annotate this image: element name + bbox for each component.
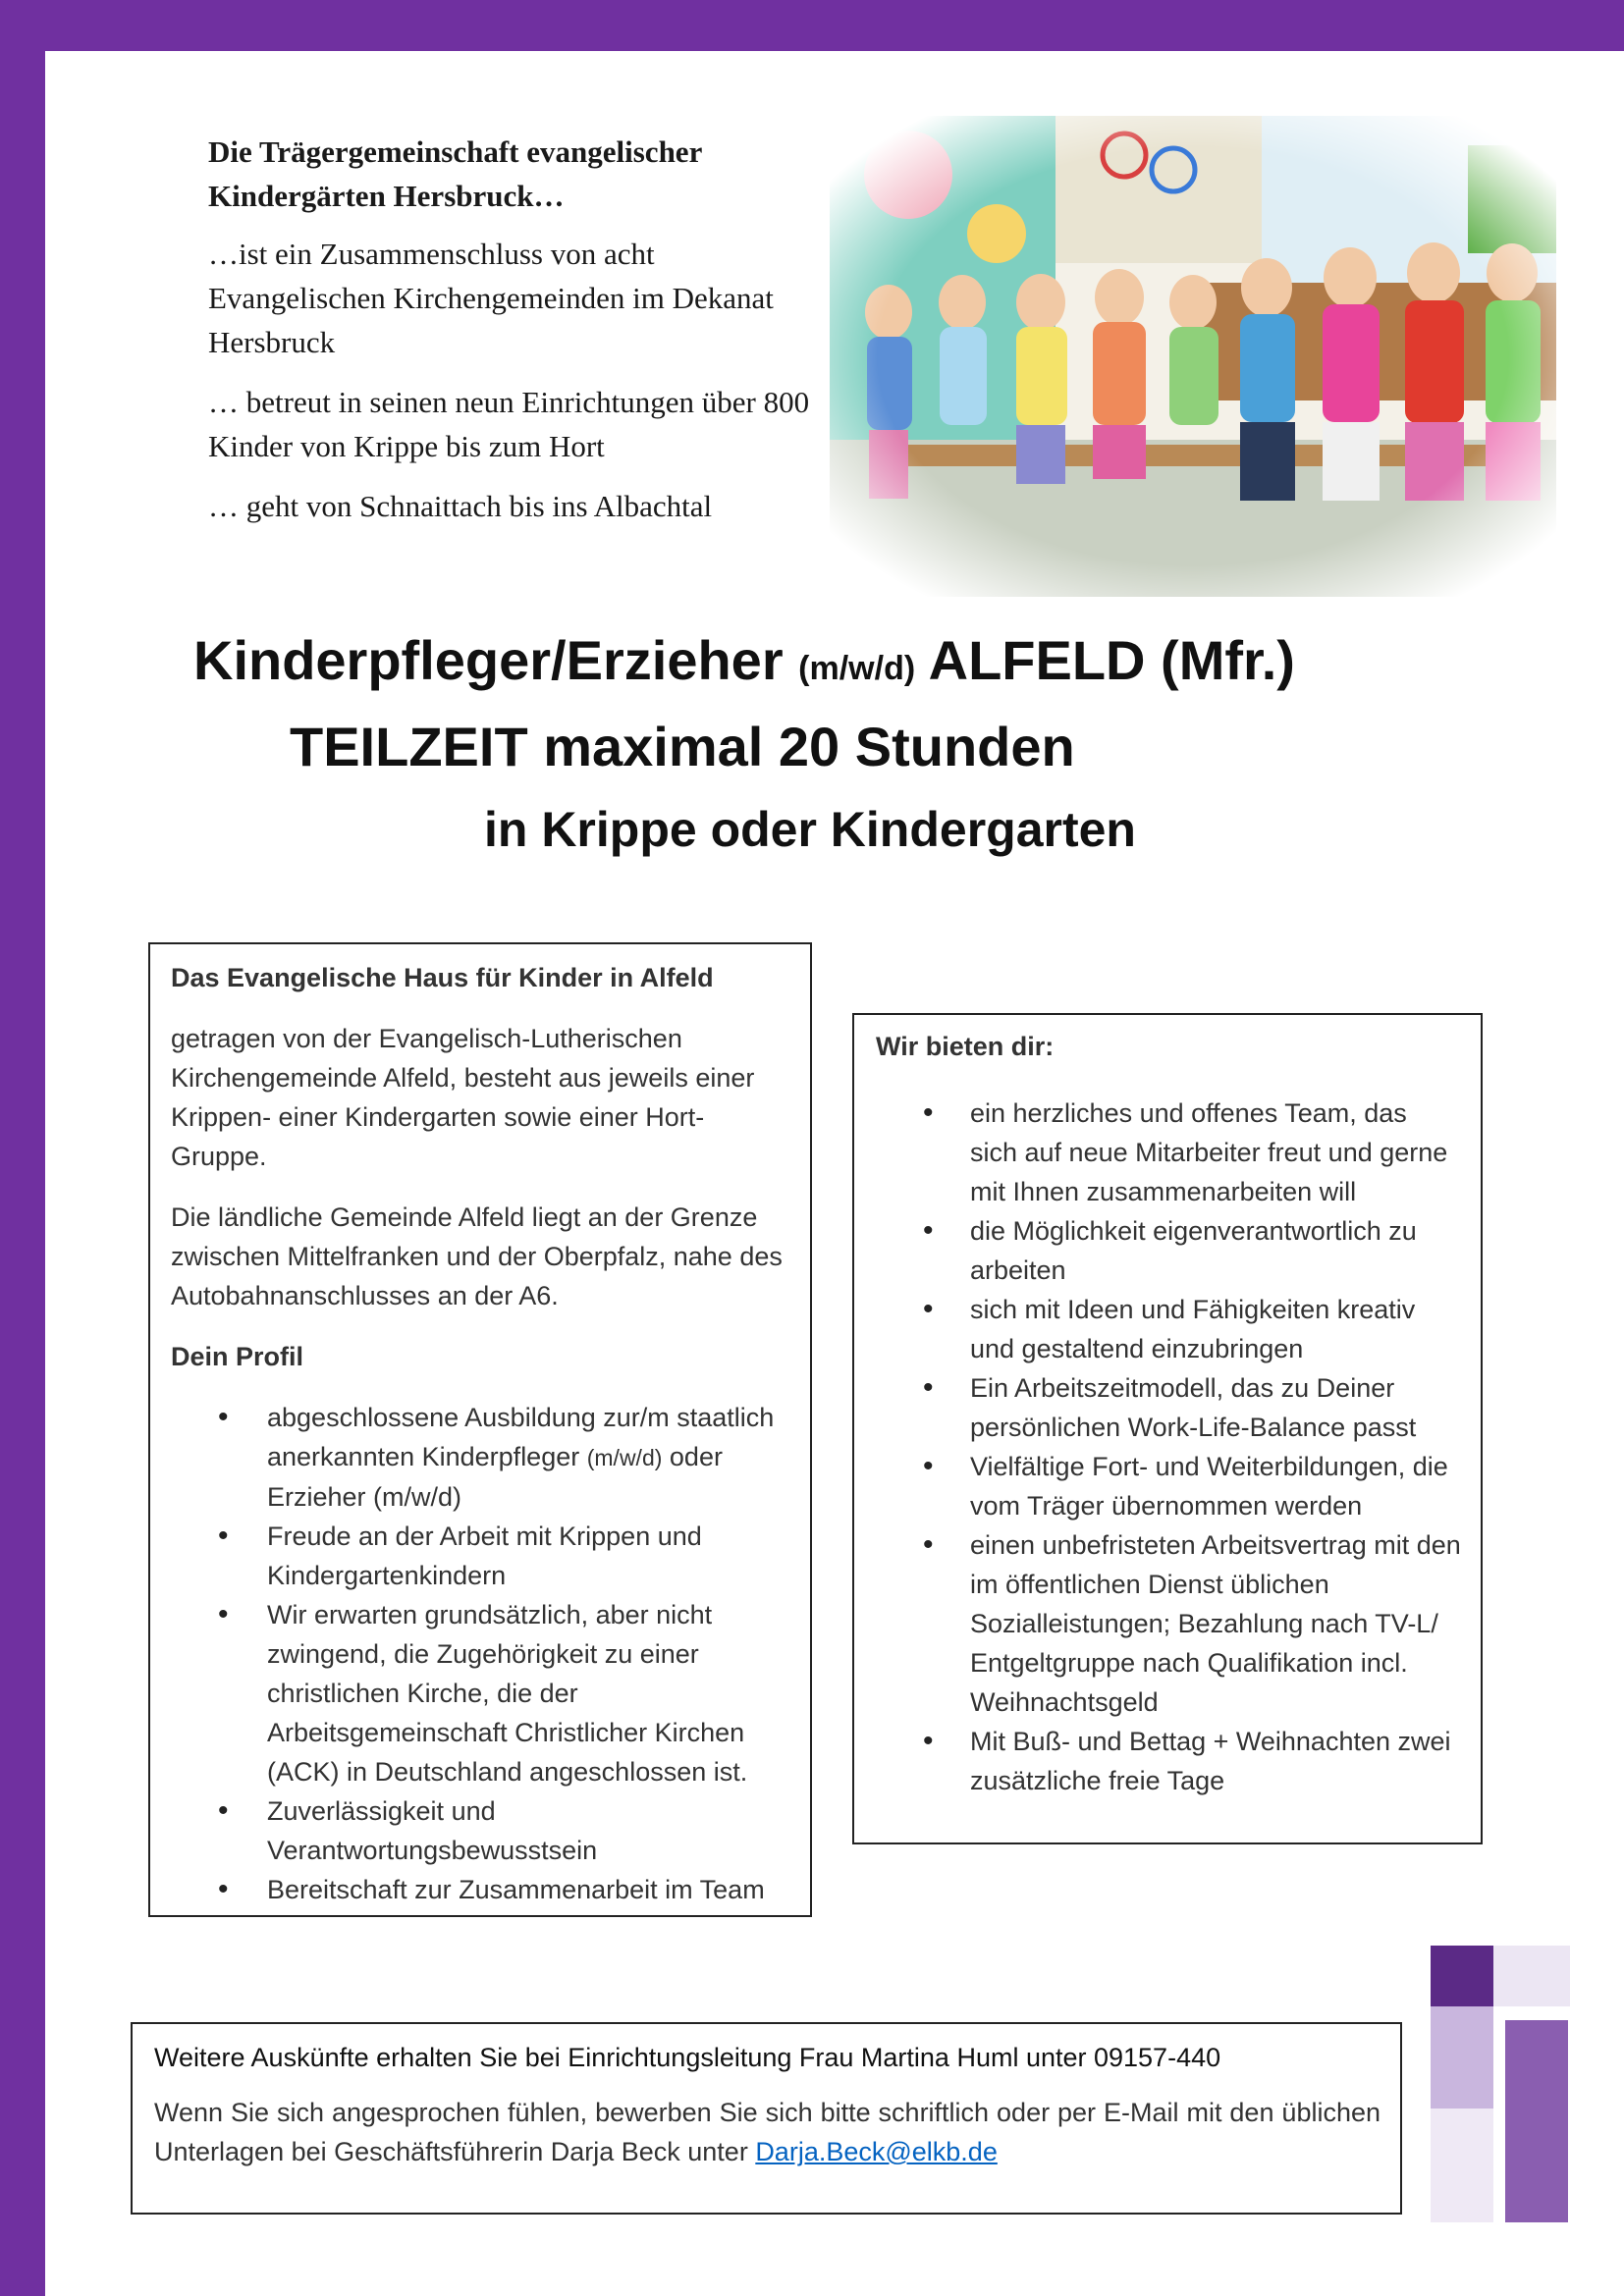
job-title: Kinderpfleger/Erzieher (m/w/d) ALFELD (Mfr.) [193, 629, 1295, 691]
job-area: in Krippe oder Kindergarten [484, 802, 1136, 857]
decorative-squares [1431, 1946, 1570, 2222]
intro-point: …ist ein Zusammenschluss von acht Evangelischen Kirchengemeinden im Dekanat Hersbruck [208, 237, 774, 359]
list-item: • abgeschlossene Ausbildung zur/m staatlich anerkannten Kinderpfleger (m/w/d) oder Erzieher (m/w/d) [171, 1398, 790, 1517]
email-link[interactable]: Darja.Beck@elkb.de [755, 2137, 998, 2166]
top-accent-bar [0, 0, 1624, 51]
location-description: Die ländliche Gemeinde Alfeld liegt an der Grenze zwischen Mittelfranken und der Oberpfalz, nahe des Autobahnanschlusses an der A6. [171, 1202, 783, 1310]
list-item: • Zuverlässigkeit und Verantwortungsbewusstsein [171, 1791, 790, 1870]
list-item: • die Möglichkeit eigenverantwortlich zu arbeiten [876, 1211, 1461, 1290]
profile-title: Dein Profil [171, 1342, 304, 1371]
list-item: • Wir erwarten grundsätzlich, aber nicht zwingend, die Zugehörigkeit zu einer christlichen Kirche, die der Arbeitsgemeinschaft Christlicher Kirchen (ACK) in Deutschland angeschlossen ist. [171, 1595, 790, 1791]
list-item: • einen unbefristeten Arbeitsvertrag mit den im öffentlichen Dienst üblichen Sozialleistungen; Bezahlung nach TV-L/ Entgeltgruppe nach Qualifikation incl. Weihnachtsgeld [876, 1525, 1461, 1722]
application-info: Wenn Sie sich angesprochen fühlen, bewerben Sie sich bitte schriftlich oder per E-Mail mit den üblichen Unterlagen bei Geschäftsführerin Darja Beck unter Darja.Beck@elkb.de [154, 2098, 1380, 2166]
intro-section [208, 130, 817, 544]
list-item: • sich mit Ideen und Fähigkeiten kreativ und gestaltend einzubringen [876, 1290, 1461, 1368]
benefits-title: Wir bieten dir: [876, 1032, 1055, 1061]
children-photo [830, 116, 1556, 597]
intro-point: … geht von Schnaittach bis ins Albachtal [208, 489, 713, 523]
facility-description: getragen von der Evangelisch-Lutherischen Kirchengemeinde Alfeld, besteht aus jeweils einer Krippen- einer Kindergarten sowie einer Hort-Gruppe. [171, 1024, 755, 1171]
contact-box [131, 2022, 1402, 2215]
list-item: • Vielfältige Fort- und Weiterbildungen, die vom Träger übernommen werden [876, 1447, 1461, 1525]
list-item: • Bereitschaft zur Zusammenarbeit im Team [171, 1870, 790, 1909]
facility-profile-box [148, 942, 812, 1917]
list-item: • Freude an der Arbeit mit Krippen und Kindergartenkindern [171, 1517, 790, 1595]
contact-info: Weitere Auskünfte erhalten Sie bei Einrichtungsleitung Frau Martina Huml unter 09157-440 [154, 2043, 1221, 2072]
facility-title: Das Evangelische Haus für Kinder in Alfeld [171, 963, 714, 992]
intro-point: … betreut in seinen neun Einrichtungen über 800 Kinder von Krippe bis zum Hort [208, 385, 810, 463]
organization-title: Die Trägergemeinschaft evangelischer Kindergärten Hersbruck… [208, 134, 702, 213]
profile-list [171, 1398, 790, 1909]
benefits-list [876, 1094, 1461, 1800]
left-accent-bar [0, 0, 45, 2296]
benefits-box [852, 1013, 1483, 1844]
list-item: • Ein Arbeitszeitmodell, das zu Deiner persönlichen Work-Life-Balance passt [876, 1368, 1461, 1447]
job-hours: TEILZEIT maximal 20 Stunden [290, 716, 1075, 777]
list-item: • Mit Buß- und Bettag + Weihnachten zwei zusätzliche freie Tage [876, 1722, 1461, 1800]
list-item: • ein herzliches und offenes Team, das sich auf neue Mitarbeiter freut und gerne mit Ihnen zusammenarbeiten will [876, 1094, 1461, 1211]
